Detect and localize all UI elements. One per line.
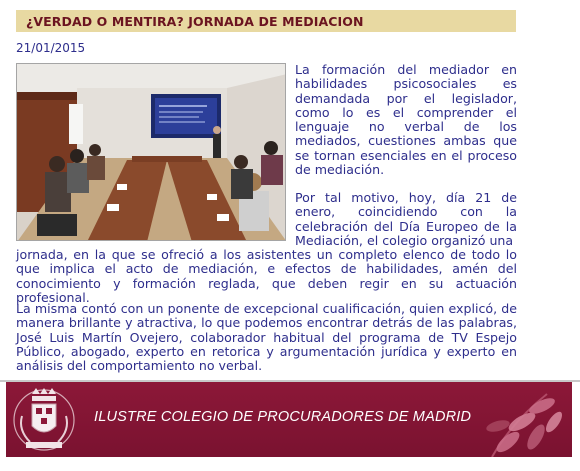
organization-name[interactable]: ILUSTRE COLEGIO DE PROCURADORES DE MADRID — [94, 409, 472, 425]
article-paragraph-1: La formación del mediador en habilidades psicosociales es demandada por el legislador, como lo es el comprender el lenguaje no verbal de los mediados, cuestiones ambas que se tornan esenciales en el proceso de mediación. — [295, 62, 517, 178]
footer-banner[interactable] — [6, 382, 572, 457]
article-paragraph-3: La misma contó con un ponente de excepcional cualificación, quien explicó, de manera brillante y atractiva, lo que podemos encontrar detrás de las palabras, José Luis Martín Ovejero, colaborador habitual del programa de TV Espejo Público, abogado, experto en retorica y argumentación jurídica y experto en análisis del comportamiento no verbal. — [16, 301, 517, 374]
coat-of-arms-icon — [12, 386, 76, 454]
article-photo — [16, 63, 286, 241]
article-paragraph-2a: Por tal motivo, hoy, día 21 de enero, coincidiendo con la celebración del Día Europeo de la Mediación, el colegio organizó una — [295, 190, 517, 248]
article-date: 21/01/2015 — [16, 41, 86, 55]
article-paragraph-2b: jornada, en la que se ofreció a los asistentes un completo elenco de todo lo que implica el acto de mediación, e efectos de habilidades, amén del conocimiento y formación reglada, que deben regir en su actuación profesional. — [16, 247, 517, 305]
article-title: ¿VERDAD O MENTIRA? JORNADA DE MEDIACION — [26, 14, 364, 29]
laurel-leaves-icon — [462, 382, 572, 457]
meeting-room-photo — [17, 64, 286, 241]
article-title-bar — [16, 10, 516, 32]
